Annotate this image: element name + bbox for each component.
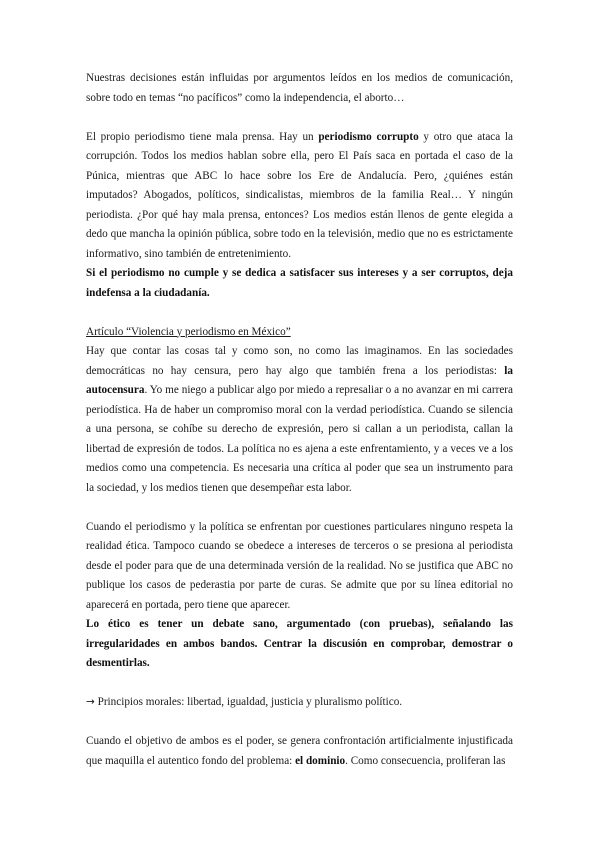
paragraph-principios — [86, 693, 513, 713]
paragraph-text: El propio periodismo tiene mala prensa. Hay un — [86, 130, 319, 143]
paragraph-text: Hay que contar las cosas tal y como son, no como las imaginamos. En las sociedades democráticas no hay censura, pero hay algo que también frena a los periodistas: — [86, 345, 513, 377]
spacer — [86, 303, 513, 323]
paragraph-autocensura — [86, 342, 513, 498]
paragraph-poder — [86, 732, 513, 771]
paragraph-text: . Yo me niego a publicar algo por miedo a represaliar o a no avanzar en mi carrera periodística. Ha de haber un compromiso moral con la verdad periodística. Cuando se silencia a una persona, se cohíbe su derecho de expresión, pero si callan a un periodista, callan la libertad de expresión de todos. La política no es ajena a este enfrentamiento, y a veces ve a los medios como una competencia. Es necesaria una crítica al poder que sea un instrumento para la sociedad, y los medios tienen que desempeñar esta labor. — [86, 384, 513, 494]
paragraph-politica — [86, 518, 513, 616]
paragraph-text: Cuando el periodismo y la política se enfrentan por cuestiones particulares ninguno respeta la realidad ética. Tampoco cuando se obedece a intereses de terceros o se presiona al periodista desde el poder para que de una determinada versión de la realidad. No se justifica que ABC no publique los casos de pederastia por parte de curas. Se admite que por su línea editorial no aparecerá en portada, pero tiene que aparecer. — [86, 520, 513, 611]
bold-statement: Lo ético es tener un debate sano, argumentado (con pruebas), señalando las irregularidades en ambos bandos. Centrar la discusión en comprobar, demostrar o desmentirlas. — [86, 618, 513, 669]
paragraph-text: . Como consecuencia, proliferan las — [345, 754, 506, 767]
spacer — [86, 108, 513, 128]
bold-phrase: la autocensura — [86, 364, 513, 396]
spacer — [86, 713, 513, 733]
bold-statement: Si el periodismo no cumple y se dedica a satisfacer sus intereses y a ser corruptos, deja indefensa a la ciudadanía. — [86, 267, 513, 299]
paragraph-text: Principios morales: libertad, igualdad, justicia y pluralismo político. — [94, 696, 403, 708]
paragraph-bold-conclusion — [86, 264, 513, 303]
spacer — [86, 674, 513, 694]
section-heading: Artículo “Violencia y periodismo en México” — [86, 325, 291, 338]
paragraph-text: Cuando el objetivo de ambos es el poder, se genera confrontación artificialmente injustificada que maquilla el autentico fondo del problema: — [86, 735, 513, 767]
bold-phrase: el dominio — [295, 754, 346, 767]
paragraph-text: y otro que ataca la corrupción. Todos los medios hablan sobre ella, pero El País saca en portada el caso de la Púnica, mientras que ABC lo hace sobre los Ere de Andalucía. Pero, ¿quiénes están imputados? Abogados, políticos, sindicalistas, miembros de la familia Real… Y ningún periodista. ¿Por qué hay mala prensa, entonces? Los medios están llenos de gente elegida a dedo que mancha la opinión pública, sobre todo en la televisión, medio que no es estrictamente informativo, sino también de entretenimiento. — [86, 130, 514, 260]
paragraph-bold-etico — [86, 615, 513, 674]
paragraph-text: Nuestras decisiones están influidas por argumentos leídos en los medios de comunicación, sobre todo en temas “no pacíficos” como la independencia, el aborto… — [86, 72, 513, 104]
spacer — [86, 498, 513, 518]
right-arrow-icon: → — [86, 696, 95, 708]
document-body — [86, 69, 513, 771]
paragraph-decisiones — [86, 69, 513, 108]
paragraph-mala-prensa — [86, 128, 513, 265]
bold-phrase: periodismo corrupto — [318, 130, 419, 143]
